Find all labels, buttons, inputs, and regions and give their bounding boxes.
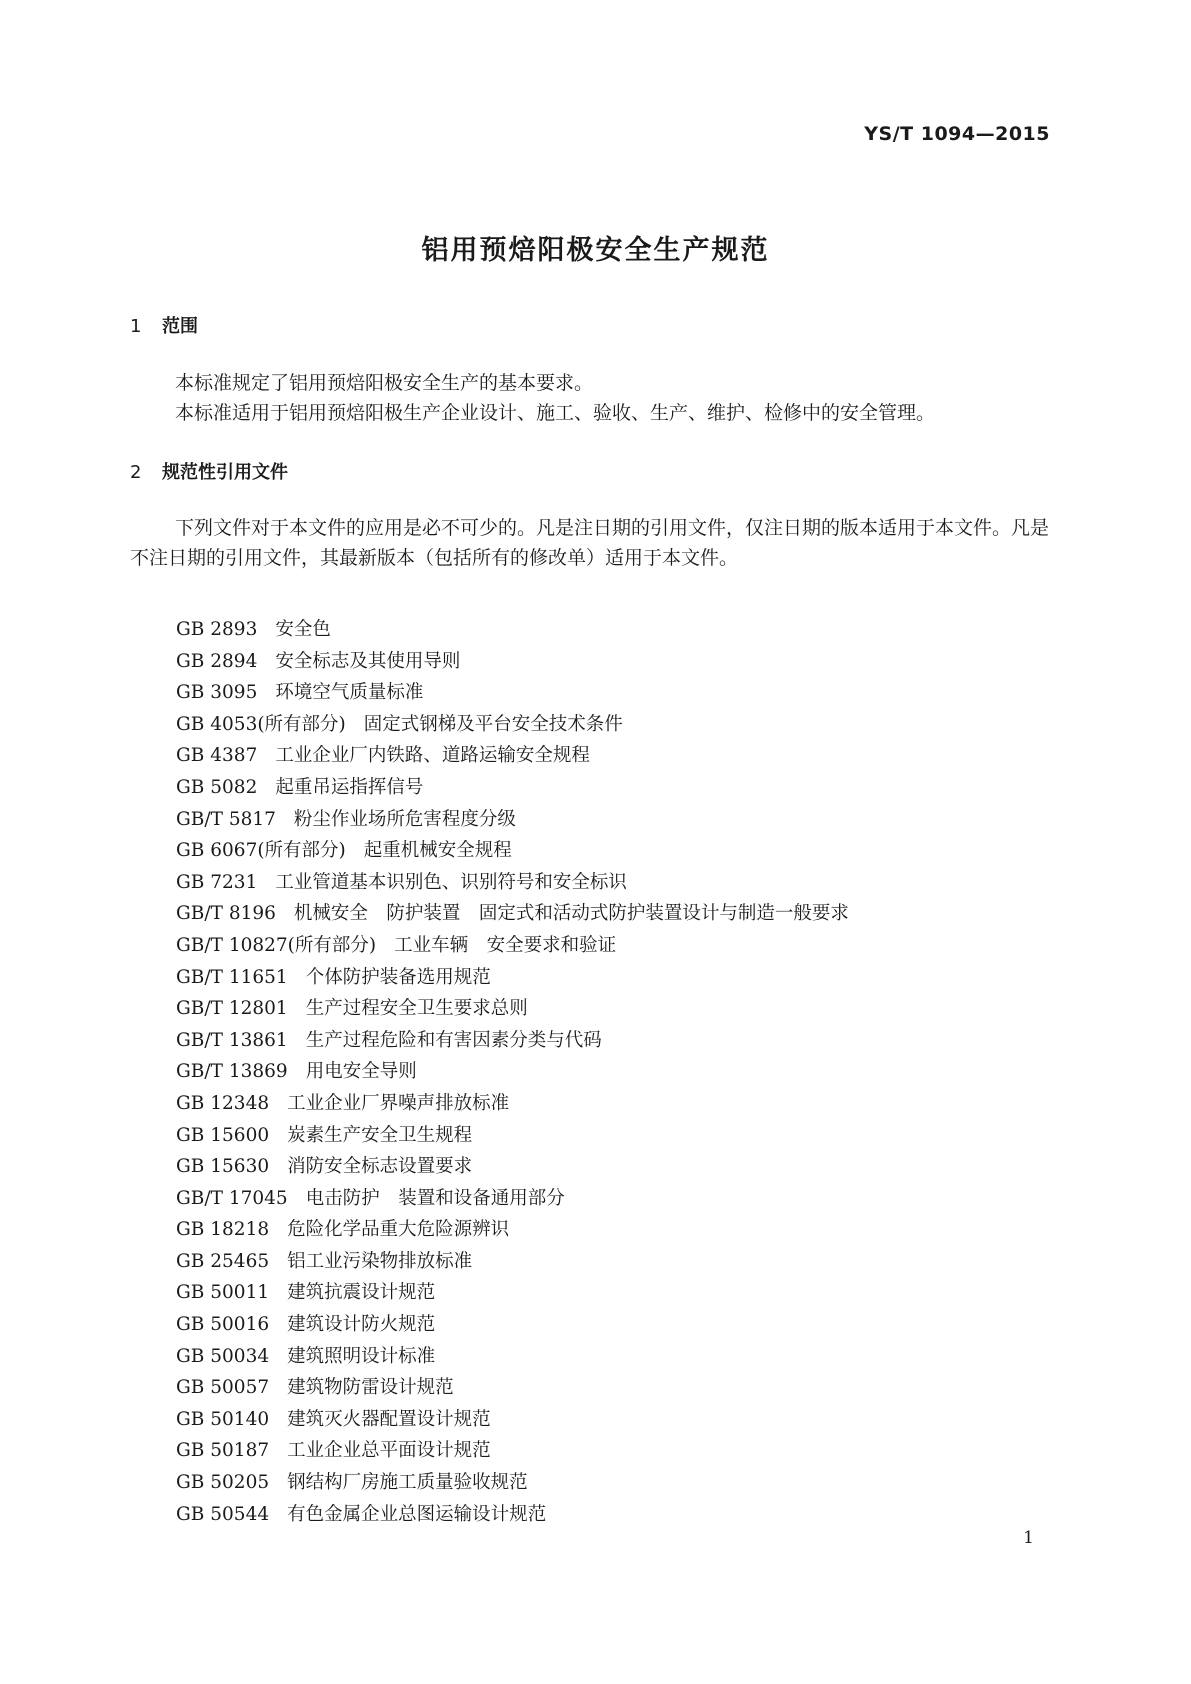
standard-code: YS/T 1094—2015 [864, 123, 1050, 145]
reference-code: GB 18218 [176, 1219, 270, 1241]
reference-title: 有色金属企业总图运输设计规范 [287, 1503, 547, 1525]
reference-title: 生产过程安全卫生要求总则 [305, 998, 528, 1020]
reference-code: GB/T 5817 [176, 808, 276, 830]
reference-item [176, 993, 849, 1025]
reference-title: 电击防护 装置和设备通用部分 [305, 1187, 565, 1209]
section-2-body [130, 513, 1058, 573]
reference-item [176, 1151, 849, 1183]
reference-title: 起重机械安全规程 [363, 840, 512, 862]
reference-title: 工业企业总平面设计规范 [287, 1440, 491, 1462]
reference-code: GB 2893 [176, 619, 258, 640]
reference-code: GB/T 10827(所有部分) [176, 934, 377, 956]
reference-item [176, 740, 849, 772]
reference-item [176, 709, 849, 741]
reference-code: GB 5082 [176, 776, 258, 798]
reference-code: GB 50016 [176, 1314, 270, 1336]
reference-code: GB 6067(所有部分) [176, 840, 346, 862]
reference-item [176, 1025, 849, 1057]
reference-code: GB 12348 [176, 1092, 270, 1114]
reference-code: GB 50011 [176, 1282, 270, 1304]
reference-title: 建筑物防雷设计规范 [287, 1377, 454, 1399]
reference-item [176, 1341, 849, 1373]
paragraph: 下列文件对于本文件的应用是必不可少的。凡是注日期的引用文件，仅注日期的版本适用于本文件。凡是不注日期的引用文件，其最新版本（包括所有的修改单）适用于本文件。 [130, 517, 1050, 569]
reference-title: 固定式钢梯及平台安全技术条件 [363, 713, 623, 735]
reference-title: 钢结构厂房施工质量验收规范 [287, 1472, 528, 1494]
reference-code: GB/T 8196 [176, 903, 276, 925]
reference-title: 粉尘作业场所危害程度分级 [293, 808, 516, 830]
reference-code: GB/T 12801 [176, 998, 288, 1020]
reference-title: 安全色 [275, 619, 331, 640]
reference-code: GB 3095 [176, 682, 258, 704]
reference-item [176, 867, 849, 899]
reference-code: GB 15600 [176, 1124, 270, 1146]
reference-list [176, 614, 849, 1530]
reference-title: 安全标志及其使用导则 [275, 650, 461, 672]
reference-title: 生产过程危险和有害因素分类与代码 [305, 1029, 602, 1051]
reference-code: GB 50544 [176, 1503, 270, 1525]
reference-item [176, 677, 849, 709]
reference-title: 消防安全标志设置要求 [287, 1156, 473, 1178]
reference-item [176, 1435, 849, 1467]
reference-title: 建筑设计防火规范 [287, 1314, 436, 1336]
reference-title: 铝工业污染物排放标准 [287, 1250, 473, 1272]
reference-title: 起重吊运指挥信号 [275, 776, 424, 798]
reference-item [176, 1183, 849, 1215]
reference-item [176, 1467, 849, 1499]
reference-code: GB/T 17045 [176, 1187, 288, 1209]
section-number: 2 [130, 462, 142, 483]
reference-code: GB/T 13869 [176, 1061, 288, 1083]
reference-item [176, 646, 849, 678]
reference-title: 工业车辆 安全要求和验证 [394, 934, 617, 956]
reference-item [176, 962, 849, 994]
paragraph: 本标准适用于铝用预焙阳极生产企业设计、施工、验收、生产、维护、检修中的安全管理。 [175, 402, 936, 424]
page-number: 1 [1023, 1528, 1034, 1548]
reference-title: 建筑照明设计标准 [287, 1345, 436, 1367]
reference-title: 工业企业厂界噪声排放标准 [287, 1092, 510, 1114]
reference-code: GB/T 13861 [176, 1029, 288, 1051]
reference-code: GB 2894 [176, 650, 258, 672]
reference-code: GB 50187 [176, 1440, 270, 1462]
reference-title: 环境空气质量标准 [275, 682, 424, 704]
reference-item [176, 1404, 849, 1436]
section-title: 范围 [162, 316, 198, 337]
reference-title: 机械安全 防护装置 固定式和活动式防护装置设计与制造一般要求 [293, 903, 849, 925]
reference-title: 用电安全导则 [305, 1061, 417, 1083]
reference-item [176, 1277, 849, 1309]
reference-item [176, 835, 849, 867]
reference-title: 危险化学品重大危险源辨识 [287, 1219, 510, 1241]
reference-item [176, 1372, 849, 1404]
reference-item [176, 1120, 849, 1152]
reference-code: GB 4053(所有部分) [176, 713, 346, 735]
reference-code: GB 50205 [176, 1472, 270, 1494]
reference-code: GB 50140 [176, 1408, 270, 1430]
reference-code: GB 15630 [176, 1156, 270, 1178]
reference-item [176, 1309, 849, 1341]
reference-code: GB 50034 [176, 1345, 270, 1367]
reference-title: 个体防护装备选用规范 [305, 966, 491, 988]
reference-item [176, 1246, 849, 1278]
reference-title: 工业企业厂内铁路、道路运输安全规程 [275, 745, 590, 767]
reference-title: 工业管道基本识别色、识别符号和安全标识 [275, 871, 627, 893]
reference-item [176, 1056, 849, 1088]
reference-title: 建筑抗震设计规范 [287, 1282, 436, 1304]
section-title: 规范性引用文件 [162, 462, 288, 483]
section-1-body [130, 368, 1058, 428]
reference-code: GB 7231 [176, 871, 258, 893]
reference-item [176, 898, 849, 930]
reference-item [176, 614, 849, 646]
reference-code: GB 4387 [176, 745, 258, 767]
document-title: 铝用预焙阳极安全生产规范 [421, 235, 770, 266]
reference-item [176, 804, 849, 836]
reference-item [176, 1499, 849, 1531]
reference-code: GB/T 11651 [176, 966, 288, 988]
reference-item [176, 1214, 849, 1246]
paragraph: 本标准规定了铝用预焙阳极安全生产的基本要求。 [175, 372, 594, 394]
reference-item [176, 930, 849, 962]
reference-title: 建筑灭火器配置设计规范 [287, 1408, 491, 1430]
section-2-heading [130, 458, 288, 484]
section-1-heading [130, 312, 198, 338]
reference-title: 炭素生产安全卫生规程 [287, 1124, 473, 1146]
reference-item [176, 772, 849, 804]
reference-code: GB 50057 [176, 1377, 270, 1399]
reference-code: GB 25465 [176, 1250, 270, 1272]
section-number: 1 [130, 316, 142, 337]
reference-item [176, 1088, 849, 1120]
